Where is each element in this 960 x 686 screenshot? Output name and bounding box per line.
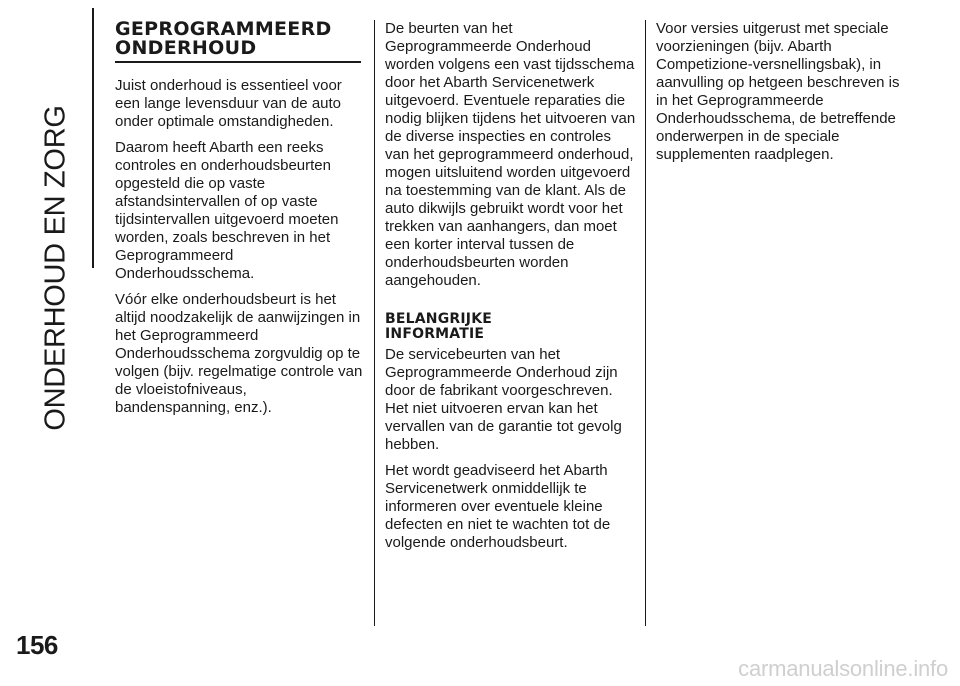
column-middle: [385, 20, 637, 560]
column-left: [115, 20, 365, 425]
paragraph: De beurten van het Geprogrammeerde Onderhoud worden volgens een vast tijdsschema door het Abarth Servicenetwerk uitgevoerd. Eventuele reparaties die nodig blijken tijdens het uitvoeren van de diverse inspecties en controles van het geprogrammeerd onderhoud, mogen uitsluitend worden uitgevoerd na toestemming van de klant. Als de auto dikwijls gebruikt wordt voor het trekken van aanhangers, dan moet een korter interval tussen de onderhoudsbeurten worden aangehouden.: [385, 20, 636, 289]
subheading-line: INFORMATIE: [385, 326, 485, 342]
column-divider: [645, 20, 646, 626]
column-right: [656, 20, 906, 172]
paragraph: De servicebeurten van het Geprogrammeerde Onderhoud zijn door de fabrikant voorgeschreven. Het niet uitvoeren ervan kan het vervallen van de garantie tot gevolg hebben.: [385, 346, 622, 453]
section-heading-line: ONDERHOUD: [115, 37, 257, 59]
paragraph: Voor versies uitgerust met speciale voorzieningen (bijv. Abarth Competizione-versnellingsbak), in aanvulling op hetgeen beschreven is in het Geprogrammeerde Onderhoudsschema, de betreffende onderwerpen in de speciale supplementen raadplegen.: [656, 20, 900, 163]
watermark: carmanualsonline.info: [738, 656, 948, 681]
section-heading-line: GEPROGRAMMEERD: [115, 18, 332, 40]
important-info-heading: [385, 312, 637, 342]
paragraph: Juist onderhoud is essentieel voor een lange levensduur van de auto onder optimale omstandigheden.: [115, 77, 342, 130]
paragraph: Het wordt geadviseerd het Abarth Servicenetwerk onmiddellijk te informeren over eventuele kleine defecten en niet te wachten tot de volgende onderhoudsbeurt.: [385, 462, 611, 551]
paragraph: Vóór elke onderhoudsbeurt is het altijd noodzakelijk de aanwijzingen in het Geprogrammeerd Onderhoudsschema zorgvuldig op te volgen (bijv. regelmatige controle van de vloeistofniveaus, bandenspanning, enz.).: [115, 291, 363, 416]
section-heading: [115, 20, 361, 63]
subheading-line: BELANGRIJKE: [385, 311, 493, 327]
chapter-title: ONDERHOUD EN ZORG: [39, 105, 72, 431]
page-number: 156: [16, 630, 58, 660]
sidebar-rule: [92, 8, 94, 268]
column-divider: [374, 20, 375, 626]
paragraph: Daarom heeft Abarth een reeks controles en onderhoudsbeurten opgesteld die op vaste afstandsintervallen of op vaste tijdsintervallen uitgevoerd moeten worden, zoals beschreven in het Geprogrammeerd Onderhoudsschema.: [115, 139, 339, 282]
